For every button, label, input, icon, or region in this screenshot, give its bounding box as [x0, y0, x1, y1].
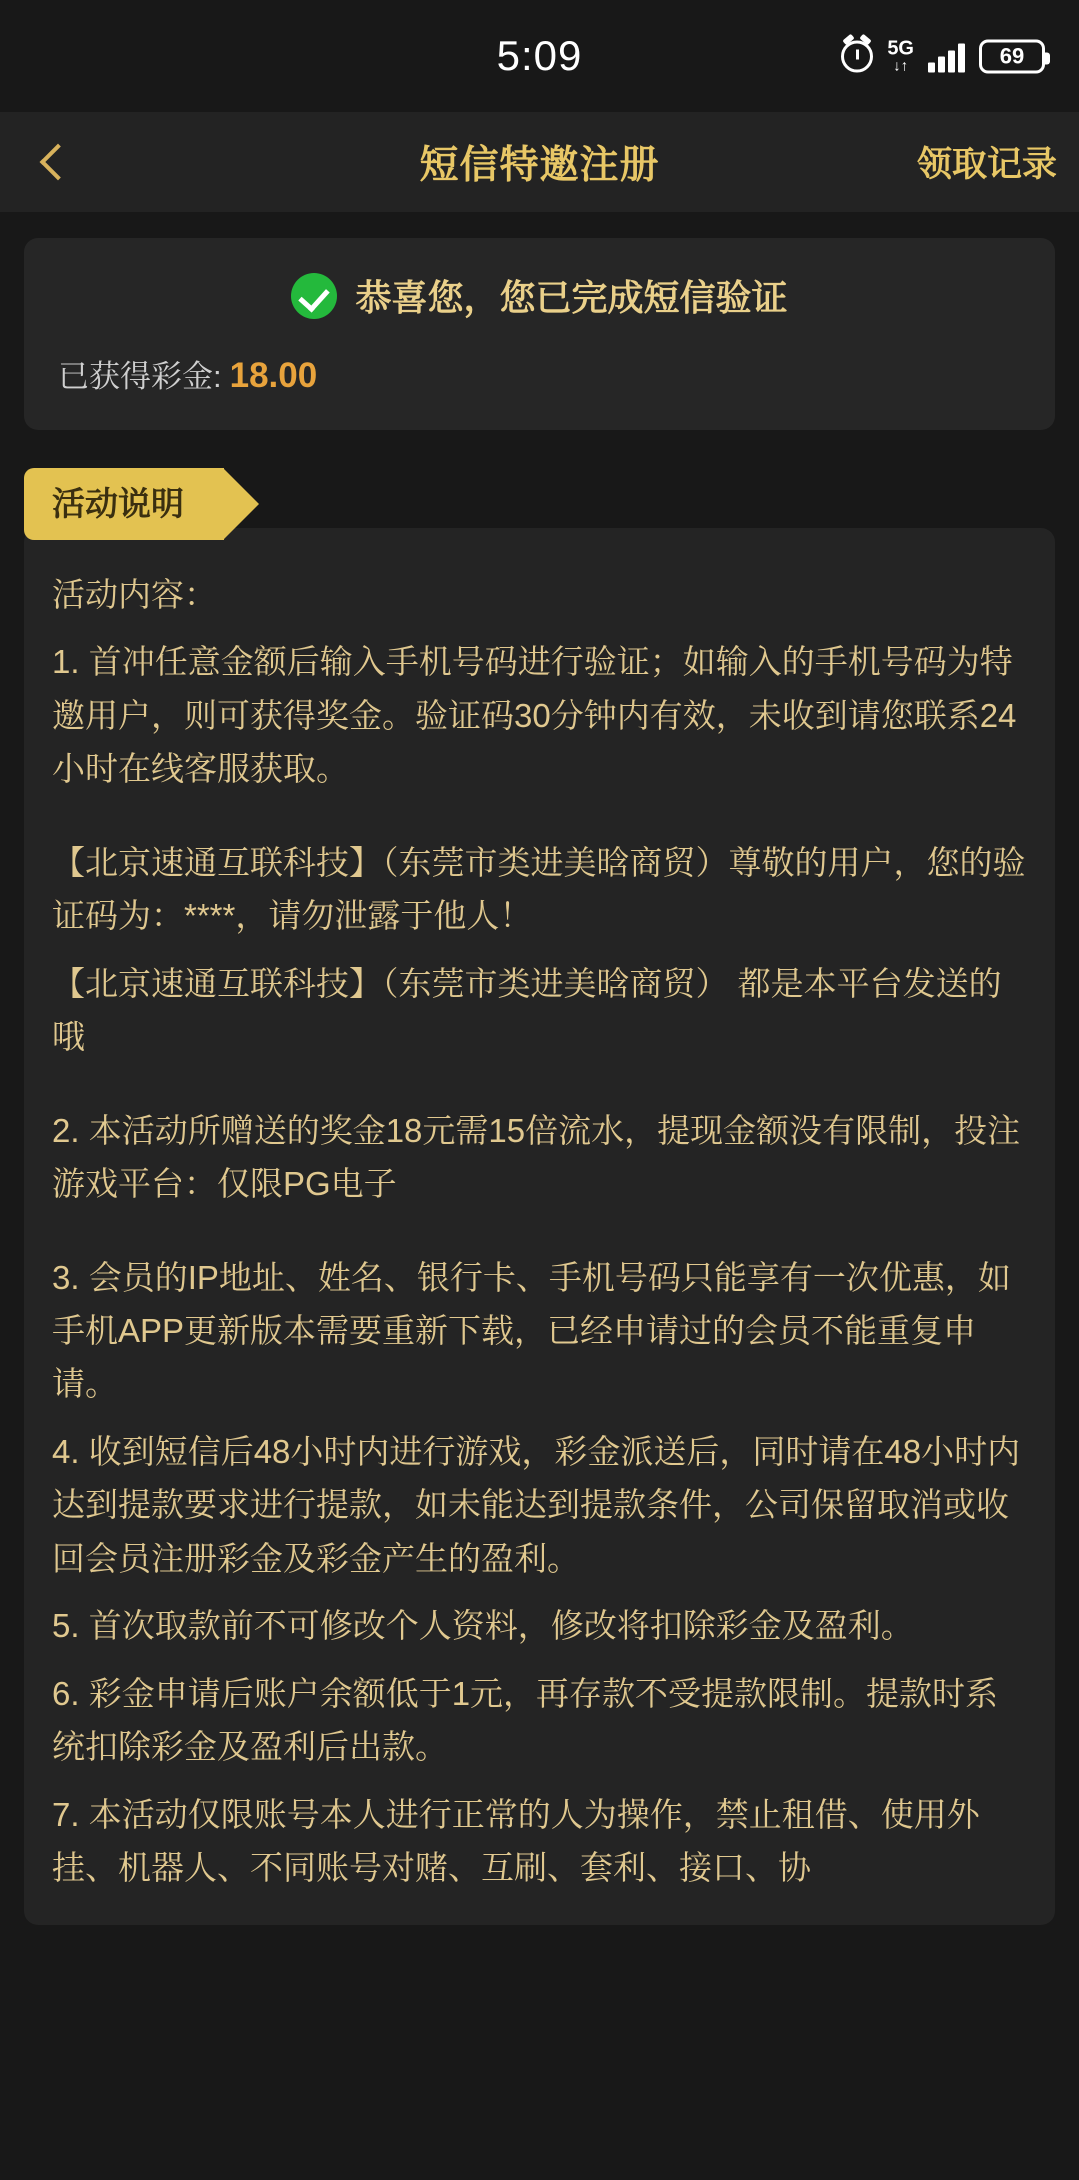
rule-paragraph: 3. 会员的IP地址、姓名、银行卡、手机号码只能享有一次优惠，如手机APP更新版本需要重新下载，已经申请过的会员不能重复申请。 [52, 1258, 1011, 1403]
alarm-icon [841, 40, 873, 72]
status-time: 5:09 [496, 32, 583, 79]
bonus-amount-row [54, 351, 1025, 396]
rule-paragraph: 2. 本活动所赠送的奖金18元需15倍流水，提现金额没有限制，投注游戏平台：仅限PG电子 [52, 1111, 1021, 1203]
page-title: 短信特邀注册 [419, 144, 660, 187]
signal-icon [928, 40, 965, 72]
network-type-icon: 5G ↓↑ [887, 37, 914, 75]
content-area [0, 238, 1079, 1925]
status-icons [841, 39, 1045, 74]
rule-paragraph: 5. 首次取款前不可修改个人资料，修改将扣除彩金及盈利。 [52, 1607, 914, 1645]
bonus-amount-label: 已获得彩金: [58, 359, 222, 394]
activity-rules-body [24, 528, 1055, 1925]
success-row [54, 270, 1025, 321]
verification-success-card [24, 238, 1055, 430]
success-message: 恭喜您，您已完成短信验证 [355, 277, 788, 318]
chevron-left-icon[interactable] [26, 134, 82, 190]
check-circle-icon [291, 273, 337, 319]
battery-level: 69 [999, 43, 1025, 68]
rule-paragraph: 【北京速通互联科技】（东莞市类进美晗商贸） 都是本平台发送的哦 [52, 964, 1002, 1056]
activity-rules-section [24, 468, 1055, 1925]
claim-records-button[interactable]: 领取记录 [916, 145, 1057, 184]
activity-rules-ribbon-label: 活动说明 [24, 468, 224, 540]
battery-icon [979, 39, 1045, 73]
rule-paragraph: 【北京速通互联科技】（东莞市类进美晗商贸）尊敬的用户，您的验证码为：****，请勿泄露于他人！ [52, 843, 1026, 935]
status-bar [0, 0, 1079, 112]
rule-paragraph: 6. 彩金申请后账户余额低于1元，再存款不受提款限制。提款时系统扣除彩金及盈利后出款。 [52, 1674, 999, 1766]
rule-paragraph: 1. 首冲任意金额后输入手机号码进行验证；如输入的手机号码为特邀用户，则可获得奖金。验证码30分钟内有效，未收到请您联系24小时在线客服获取。 [52, 643, 1017, 788]
rule-paragraph: 7. 本活动仅限账号本人进行正常的人为操作，禁止租借、使用外挂、机器人、不同账号对赌、互刷、套利、接口、协 [52, 1795, 980, 1887]
nav-bar [0, 112, 1079, 212]
rule-paragraph: 活动内容： [52, 576, 217, 613]
bonus-amount-value: 18.00 [229, 356, 318, 395]
rule-paragraph: 4. 收到短信后48小时内进行游戏，彩金派送后，同时请在48小时内达到提款要求进行提款，如未能达到提款条件，公司保留取消或收回会员注册彩金及彩金产生的盈利。 [52, 1432, 1021, 1577]
